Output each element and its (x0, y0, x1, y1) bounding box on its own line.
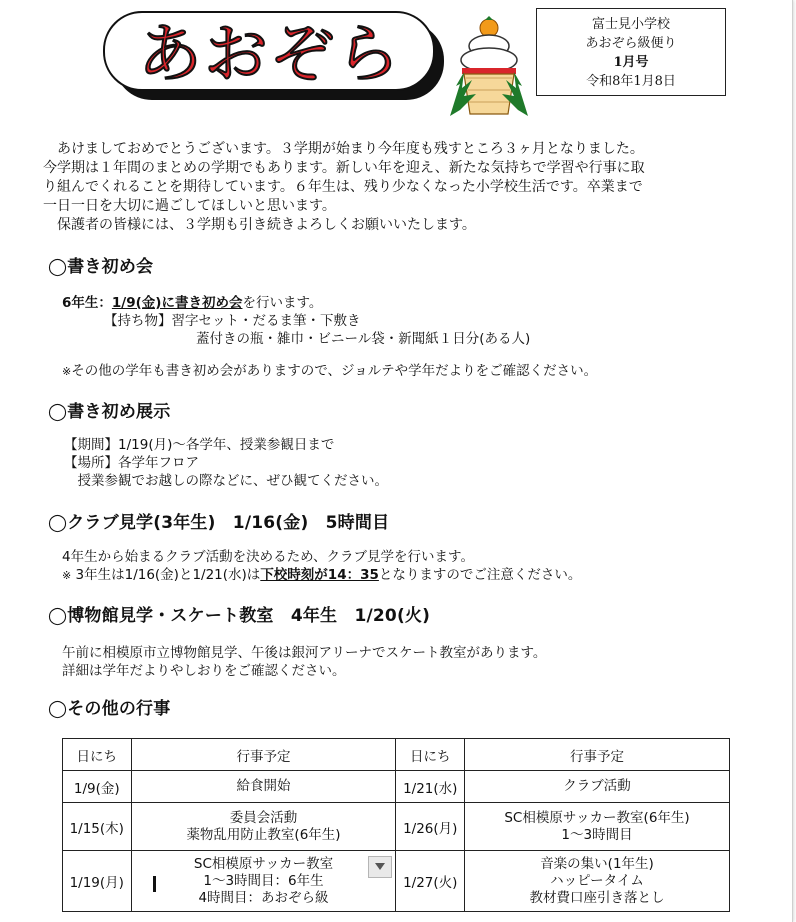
section-heading-exhibit: ◯書き初め展示 (48, 402, 171, 422)
section-heading-museum: ◯博物館見学・スケート教室 4年生 1/20(火) (48, 606, 431, 626)
table-header: 日にち (63, 739, 132, 771)
newsletter-name: あおぞら級便り (585, 36, 677, 51)
table-header: 日にち (396, 739, 465, 771)
dropdown-button[interactable] (368, 856, 392, 878)
kagami-mochi-illustration (446, 14, 532, 120)
table-row (63, 803, 730, 851)
exhibit-note: 授業参観でお越しの際などに、ぜひ観てください。 (64, 473, 388, 489)
aozora-logo (100, 4, 450, 104)
intro-line: り組んでくれることを期待しています。６年生は、残り少なくなった小学校生活です。卒業まで (43, 179, 643, 195)
note-mark: ※ (62, 569, 72, 582)
intro-paragraph (43, 140, 743, 235)
event-cell[interactable]: SC相模原サッカー教室 1〜3時間目：6年生 4時間目：あおぞら級 (131, 851, 396, 912)
table-row (63, 771, 730, 803)
issue-number: 1月号 (613, 55, 649, 70)
date-cell: 1/26(月) (396, 803, 465, 851)
school-name: 富士見小学校 (591, 17, 670, 32)
museum-line: 詳細は学年だよりやしおりをご確認ください。 (62, 663, 346, 679)
chevron-down-icon (375, 863, 385, 871)
kakizome-event-rest: を行います。 (242, 295, 323, 311)
table-row (63, 851, 730, 912)
issue-info-box (536, 8, 726, 96)
kakizome-note (62, 362, 762, 381)
date-cell: 1/9(金) (63, 771, 132, 803)
items-label: 【持ち物】 (104, 313, 172, 329)
items-list-1: 習字セット・だるま筆・下敷き (171, 313, 361, 329)
club-line: 4年生から始まるクラブ活動を決めるため、クラブ見学を行います。 (62, 549, 474, 565)
museum-details (62, 644, 762, 680)
event-cell: クラブ活動 (465, 771, 730, 803)
intro-line: 保護者の皆様には、３学期も引き続きよろしくお願いいたします。 (43, 217, 476, 233)
kakizome-event: 1/9(金)に書き初め会 (111, 295, 243, 311)
date-cell: 1/27(火) (396, 851, 465, 912)
museum-line: 午前に相模原市立博物館見学、午後は銀河アリーナでスケート教室があります。 (62, 645, 547, 661)
dismissal-time: 下校時刻が14：35 (260, 567, 379, 583)
note-mark: ※ (62, 365, 72, 378)
table-header: 行事予定 (465, 739, 730, 771)
note-text: その他の学年も書き初め会がありますので、ジョルテや学年だよりをご確認ください。 (71, 363, 598, 379)
intro-line: 今学期は１年間のまとめの学期でもあります。新しい年を迎え、新たな気持ちで学習や行事に取 (43, 160, 645, 176)
exhibit-period: 【期間】1/19(月)〜各学年、授業参観日まで (64, 437, 335, 453)
grade-label: 6年生： (62, 295, 112, 311)
club-note-a: 3年生は1/16(金)と1/21(水)は (71, 567, 261, 583)
events-table (62, 738, 730, 912)
logo-text: あおぞら (138, 18, 402, 92)
date-cell: 1/15(木) (63, 803, 132, 851)
event-cell: 委員会活動 薬物乱用防止教室(6年生) (131, 803, 396, 851)
date-cell: 1/21(水) (396, 771, 465, 803)
items-list-2: 蓋付きの瓶・雑巾・ビニール袋・新聞紙１日分(ある人) (196, 331, 531, 347)
intro-line: あけましておめでとうございます。３学期が始まり今年度も残すところ３ヶ月となりました。 (43, 141, 644, 157)
exhibit-place: 【場所】各学年フロア (64, 455, 199, 471)
issue-date: 令和8年1月8日 (586, 74, 676, 89)
event-cell: 給食開始 (131, 771, 396, 803)
event-cell: 音楽の集い(1年生) ハッピータイム 教材費口座引き落とし (465, 851, 730, 912)
club-details (62, 548, 762, 585)
text-cursor (153, 876, 156, 892)
section-heading-club: ◯クラブ見学(3年生) 1/16(金) 5時間目 (48, 513, 390, 533)
section-heading-kakizome: ◯書き初め会 (48, 257, 154, 277)
table-header: 行事予定 (131, 739, 396, 771)
intro-line: 一日一日を大切に過ごしてほしいと思います。 (43, 198, 336, 214)
kakizome-details (62, 294, 752, 348)
date-cell: 1/19(月) (63, 851, 132, 912)
event-cell: SC相模原サッカー教室(6年生) 1〜3時間目 (465, 803, 730, 851)
exhibit-details (64, 436, 754, 490)
club-note-b: となりますのでご注意ください。 (378, 567, 582, 583)
section-heading-other: ◯その他の行事 (48, 699, 171, 719)
